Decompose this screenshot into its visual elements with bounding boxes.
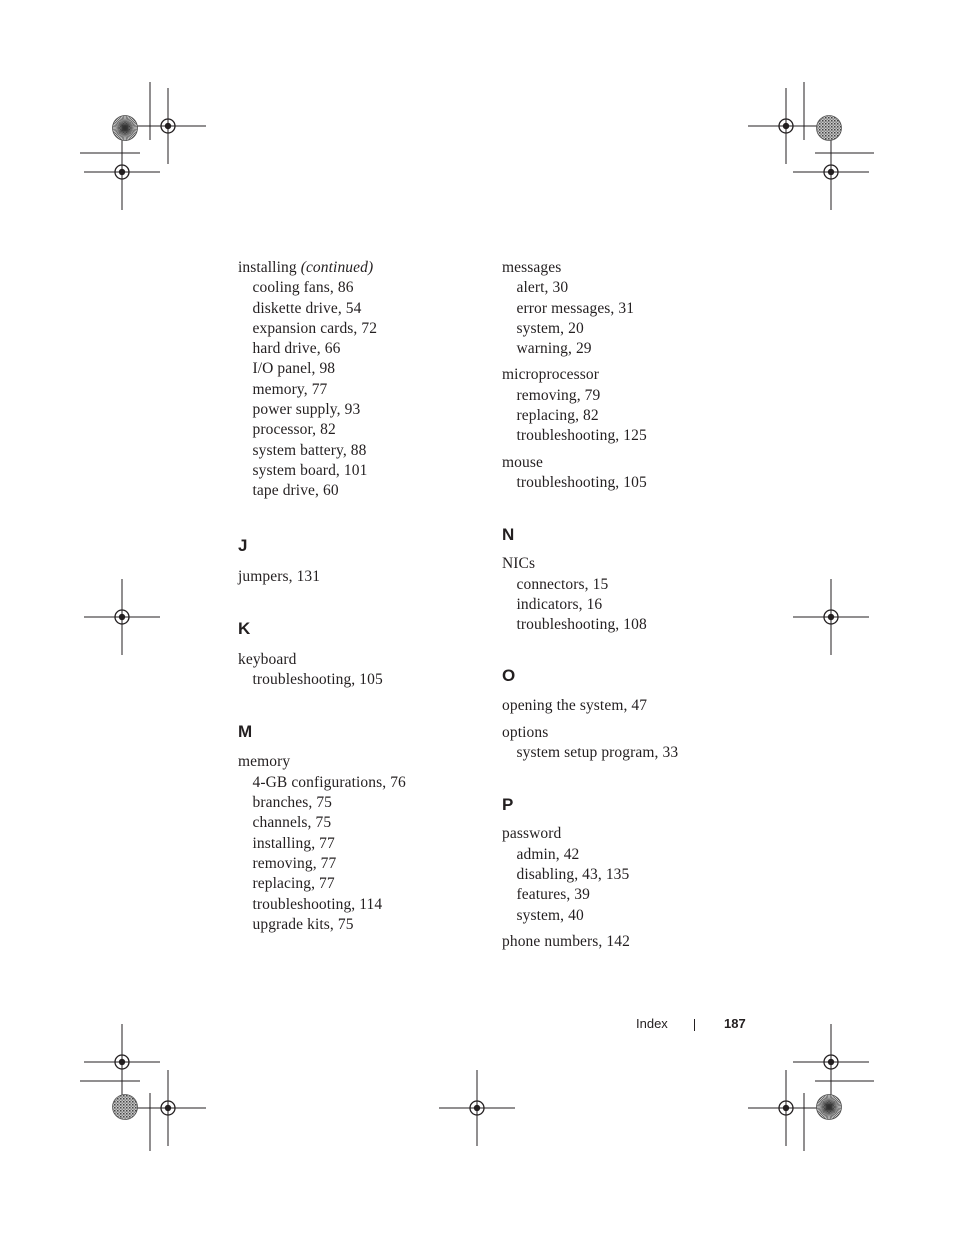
- sub-entry: system battery, 88: [252, 441, 367, 459]
- index-entry-jumpers: jumpers, 131: [238, 567, 321, 585]
- sub-entry: troubleshooting, 108: [516, 616, 647, 634]
- footer-divider: [694, 1019, 695, 1031]
- sub-entry: troubleshooting, 125: [516, 427, 647, 445]
- section-letter-p: P: [502, 795, 514, 815]
- index-entry-opening-the-system: opening the system, 47: [502, 697, 648, 715]
- sub-entry: admin, 42: [516, 845, 580, 863]
- sub-entry: troubleshooting, 114: [252, 895, 383, 913]
- sub-entry: channels, 75: [252, 814, 332, 832]
- sub-entry: branches, 75: [252, 794, 333, 812]
- index-entry-password: password: [502, 825, 562, 843]
- continued-note: (continued): [300, 259, 374, 276]
- sub-entry: cooling fans, 86: [252, 279, 354, 297]
- entry-term: installing: [238, 259, 297, 276]
- index-entry-messages: messages: [502, 259, 562, 276]
- crosshair-target-icon: [793, 579, 869, 655]
- sub-entry: system, 40: [516, 906, 584, 924]
- sub-entry: disabling, 43, 135: [516, 865, 630, 883]
- sub-entry: removing, 79: [516, 386, 601, 404]
- index-entry-keyboard: keyboard: [238, 650, 297, 668]
- sub-entry: I/O panel, 98: [252, 360, 336, 378]
- crosshair-target-icon: [130, 88, 206, 164]
- sub-entry: features, 39: [516, 886, 591, 904]
- sub-entry: system, 20: [516, 319, 584, 337]
- footer-section-label: Index: [636, 1016, 668, 1031]
- index-column-right: [502, 258, 742, 952]
- crosshair-target-icon: [439, 1070, 515, 1146]
- crosshair-target-icon: [793, 1024, 869, 1100]
- sub-entry: hard drive, 66: [252, 340, 341, 358]
- sub-entry: replacing, 82: [516, 407, 599, 425]
- sub-entry: memory, 77: [252, 380, 328, 398]
- sub-entry: troubleshooting, 105: [516, 473, 647, 491]
- crosshair-target-icon: [793, 134, 869, 210]
- sub-entry: 4-GB configurations, 76: [252, 773, 406, 791]
- section-letter-n: N: [502, 525, 515, 545]
- crosshair-target-icon: [748, 1070, 824, 1146]
- sub-entry: warning, 29: [516, 340, 592, 358]
- index-entry-options: options: [502, 723, 549, 741]
- sub-entry: tape drive, 60: [252, 482, 339, 500]
- section-letter-j: J: [238, 535, 248, 555]
- sub-entry: expansion cards, 72: [252, 319, 378, 337]
- crosshair-target-icon: [130, 1070, 206, 1146]
- sub-entry: processor, 82: [252, 421, 336, 439]
- speckle-dot-icon: [817, 116, 842, 141]
- sub-entry: diskette drive, 54: [252, 299, 362, 317]
- crosshair-target-icon: [84, 134, 160, 210]
- sub-entry: troubleshooting, 105: [252, 671, 383, 689]
- index-entry-memory: memory: [238, 753, 291, 771]
- section-letter-k: K: [238, 618, 251, 638]
- index-column-left: [238, 258, 478, 935]
- sub-entry: system setup program, 33: [516, 744, 679, 762]
- index-entry-phone-numbers: phone numbers, 142: [502, 932, 630, 950]
- sub-entry: system board, 101: [252, 461, 368, 479]
- sub-entry: replacing, 77: [252, 875, 335, 893]
- starburst-icon: [817, 1095, 842, 1120]
- sub-entry: connectors, 15: [516, 575, 609, 593]
- section-letter-m: M: [238, 722, 253, 742]
- sub-entry: removing, 77: [252, 854, 337, 872]
- crosshair-target-icon: [748, 88, 824, 164]
- page-number: 187: [724, 1016, 746, 1031]
- index-entry-nics: NICs: [502, 555, 536, 573]
- speckle-dot-icon: [113, 1095, 138, 1120]
- sub-entry: power supply, 93: [252, 401, 361, 419]
- index-entry-microprocessor: microprocessor: [502, 366, 599, 384]
- sub-entry: indicators, 16: [516, 595, 603, 613]
- sub-entry: installing, 77: [252, 834, 335, 852]
- sub-entry: error messages, 31: [516, 299, 635, 317]
- crosshair-target-icon: [84, 579, 160, 655]
- sub-entry: alert, 30: [516, 279, 569, 297]
- index-entry-installing: [238, 258, 478, 278]
- index-entry-mouse: mouse: [502, 453, 543, 471]
- starburst-icon: [113, 116, 138, 141]
- section-letter-o: O: [502, 666, 516, 686]
- crosshair-target-icon: [84, 1024, 160, 1100]
- sub-entry: upgrade kits, 75: [252, 915, 354, 933]
